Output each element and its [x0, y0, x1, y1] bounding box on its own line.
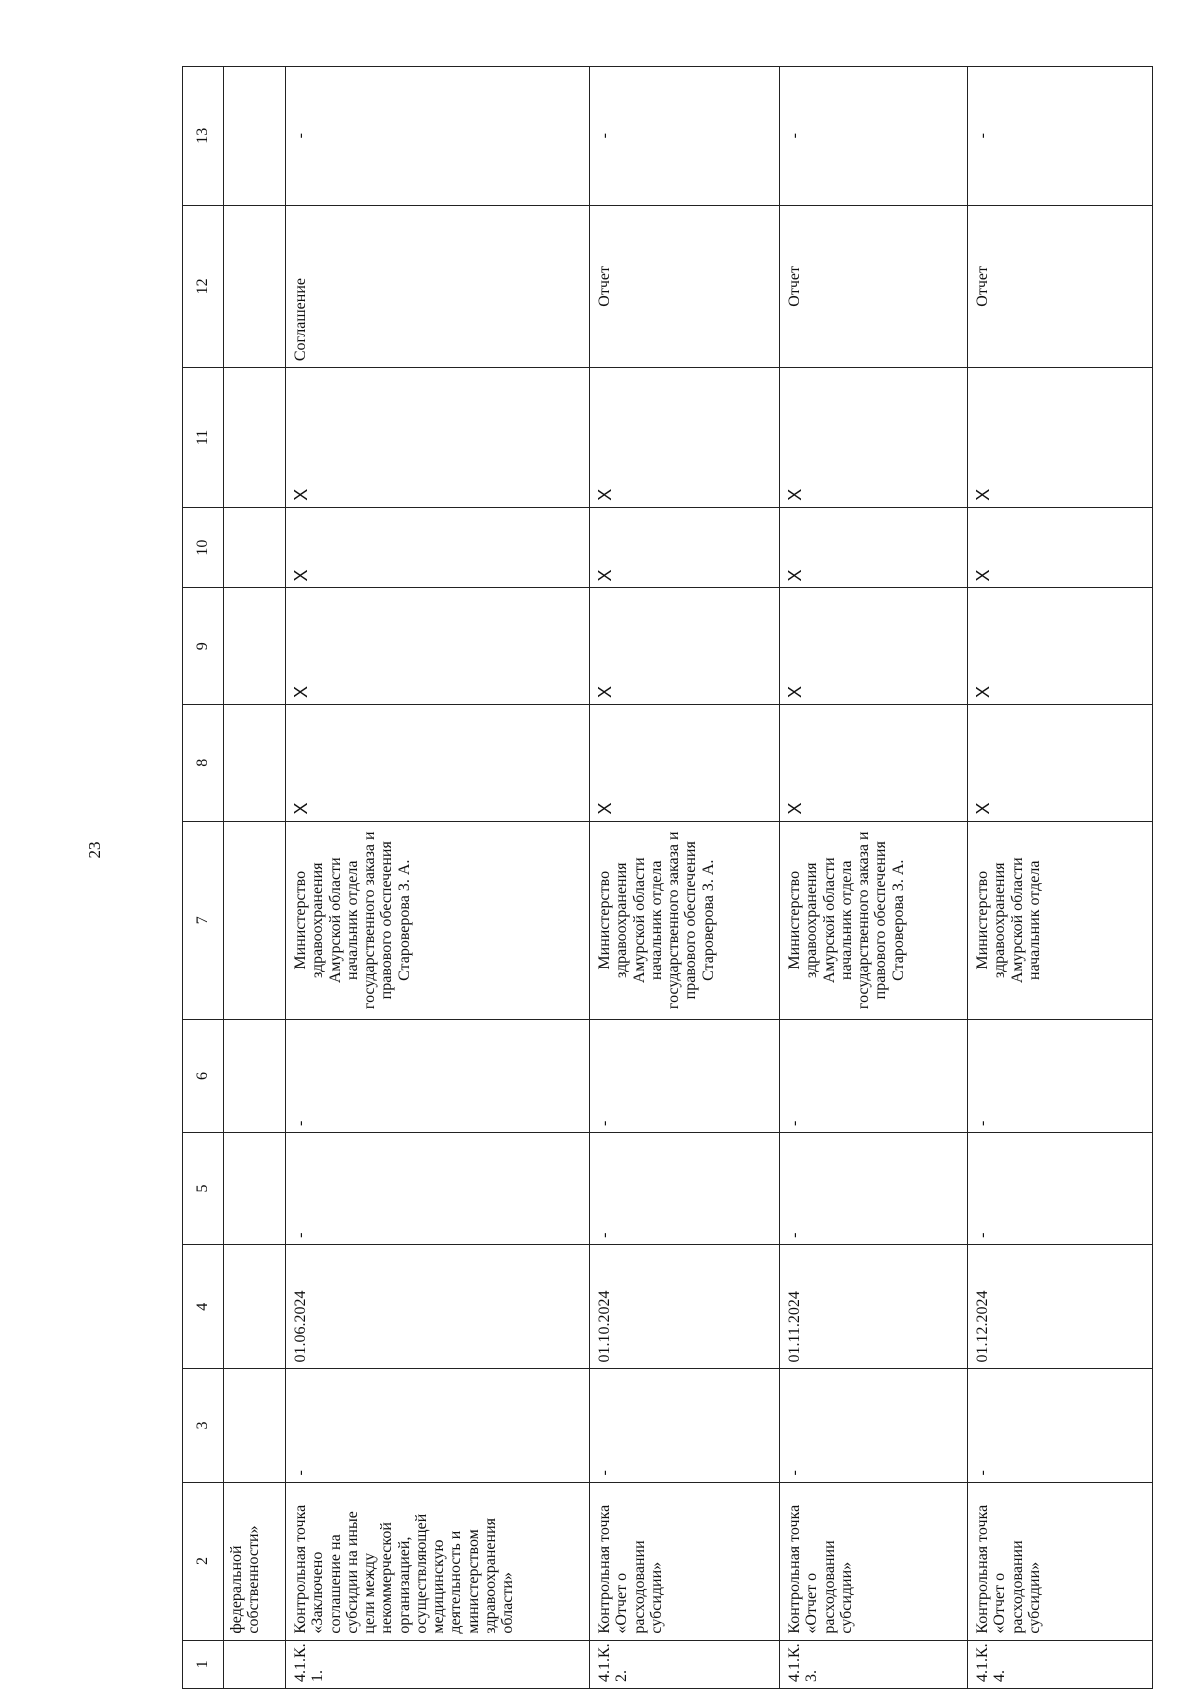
- row-col11: Х: [780, 368, 968, 508]
- row-responsible: Министерство здравоохранения Амурской области начальник отдела: [968, 821, 1153, 1019]
- row-responsible: Министерство здравоохранения Амурской области начальник отдела государственного заказа и правового обеспечения Староверова З. А.: [286, 821, 590, 1019]
- control-points-table: [182, 66, 1153, 1689]
- row-col8: Х: [286, 705, 590, 822]
- row-col3: -: [780, 1369, 968, 1482]
- page-number: 23: [85, 841, 104, 859]
- row-col6: -: [286, 1019, 590, 1132]
- row-col5: -: [286, 1133, 590, 1245]
- header-cell: 11: [183, 368, 224, 508]
- row-col10: Х: [590, 507, 780, 588]
- row-col3: -: [286, 1369, 590, 1482]
- row-col13: -: [286, 67, 590, 206]
- row-col6: -: [590, 1019, 780, 1132]
- row-col9: Х: [968, 588, 1153, 705]
- table-cell: [224, 1640, 286, 1688]
- continuation-text: федеральной собственности»: [224, 1482, 286, 1640]
- row-date: 01.12.2024: [968, 1244, 1153, 1369]
- row-name: Контрольная точка «Отчет о расходовании субсидии»: [780, 1482, 968, 1640]
- table-cell: [224, 705, 286, 822]
- row-col3: -: [968, 1369, 1153, 1482]
- row-col8: Х: [780, 705, 968, 822]
- header-cell: 9: [183, 588, 224, 705]
- row-col10: Х: [780, 507, 968, 588]
- table-row: [780, 67, 968, 1689]
- table-cell: [224, 1369, 286, 1482]
- row-responsible: Министерство здравоохранения Амурской области начальник отдела государственного заказа и правового обеспечения Староверова З. А.: [590, 821, 780, 1019]
- row-col9: Х: [286, 588, 590, 705]
- row-responsible: Министерство здравоохранения Амурской области начальник отдела государственного заказа и правового обеспечения Староверова З. А.: [780, 821, 968, 1019]
- row-id: 4.1.К. 4.: [968, 1640, 1153, 1688]
- header-cell: 3: [183, 1369, 224, 1482]
- header-cell: 5: [183, 1133, 224, 1245]
- header-cell: 4: [183, 1244, 224, 1369]
- table-cell: [224, 588, 286, 705]
- header-cell: 12: [183, 205, 224, 368]
- row-col8: Х: [968, 705, 1153, 822]
- row-col13: -: [590, 67, 780, 206]
- table-cell: [224, 821, 286, 1019]
- row-date: 01.11.2024: [780, 1244, 968, 1369]
- row-id: 4.1.К. 2.: [590, 1640, 780, 1688]
- header-cell: 6: [183, 1019, 224, 1132]
- row-name: Контрольная точка «Заключено соглашение на субсидии на иные цели между некоммерческой организацией, осуществляющей медицинскую деятельность и министерством здравоохранения области»: [286, 1482, 590, 1640]
- row-col11: Х: [286, 368, 590, 508]
- row-name: Контрольная точка «Отчет о расходовании субсидии»: [968, 1482, 1153, 1640]
- row-col11: Х: [590, 368, 780, 508]
- table-cell: [224, 1019, 286, 1132]
- row-col5: -: [590, 1133, 780, 1245]
- row-name: Контрольная точка «Отчет о расходовании субсидии»: [590, 1482, 780, 1640]
- header-cell: 1: [183, 1640, 224, 1688]
- row-col3: -: [590, 1369, 780, 1482]
- table-row: [590, 67, 780, 1689]
- continuation-row: [224, 67, 286, 1689]
- row-col13: -: [968, 67, 1153, 206]
- row-document: Отчет: [590, 205, 780, 368]
- row-col9: Х: [780, 588, 968, 705]
- row-col8: Х: [590, 705, 780, 822]
- row-col13: -: [780, 67, 968, 206]
- table-row: [968, 67, 1153, 1689]
- table-cell: [224, 368, 286, 508]
- table-cell: [224, 67, 286, 206]
- header-cell: 7: [183, 821, 224, 1019]
- row-id: 4.1.К. 3.: [780, 1640, 968, 1688]
- header-cell: 2: [183, 1482, 224, 1640]
- row-col10: Х: [286, 507, 590, 588]
- row-col5: -: [968, 1133, 1153, 1245]
- row-document: Соглашение: [286, 205, 590, 368]
- row-col10: Х: [968, 507, 1153, 588]
- header-cell: 10: [183, 507, 224, 588]
- row-document: Отчет: [968, 205, 1153, 368]
- row-col11: Х: [968, 368, 1153, 508]
- header-cell: 13: [183, 67, 224, 206]
- row-col6: -: [780, 1019, 968, 1132]
- table-cell: [224, 205, 286, 368]
- row-date: 01.06.2024: [286, 1244, 590, 1369]
- table-cell: [224, 1244, 286, 1369]
- table-cell: [224, 507, 286, 588]
- row-date: 01.10.2024: [590, 1244, 780, 1369]
- table-row: [286, 67, 590, 1689]
- rotated-table-wrapper: [182, 66, 1152, 1689]
- row-col6: -: [968, 1019, 1153, 1132]
- row-document: Отчет: [780, 205, 968, 368]
- row-col9: Х: [590, 588, 780, 705]
- header-cell: 8: [183, 705, 224, 822]
- row-col5: -: [780, 1133, 968, 1245]
- row-id: 4.1.К. 1.: [286, 1640, 590, 1688]
- table-cell: [224, 1133, 286, 1245]
- header-row: [183, 67, 224, 1689]
